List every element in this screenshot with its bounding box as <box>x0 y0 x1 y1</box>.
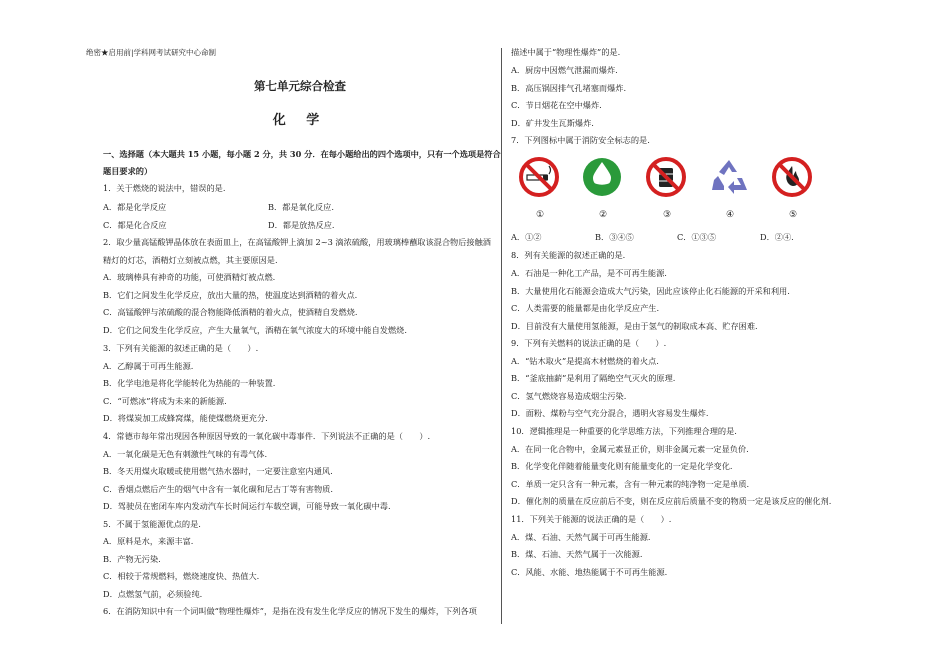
icon-label-2: ② <box>599 210 608 220</box>
icon-label-4: ④ <box>726 210 735 220</box>
q4-option-c: C．香烟点燃后产生的烟气中含有一氧化碳和尼古丁等有害物质. <box>103 484 333 494</box>
no-fire-icon <box>771 156 813 198</box>
q8-option-d: D．目前没有大量使用氢能源，是由于氢气的制取成本高、贮存困难. <box>511 321 758 331</box>
q6-option-c: C．节日烟花在空中爆炸. <box>511 100 602 110</box>
q10-option-a: A．在同一化合物中，金属元素显正价，则非金属元素一定显负价. <box>511 444 749 454</box>
icon-label-3: ③ <box>663 210 672 220</box>
q3-option-d: D．将煤炭加工成蜂窝煤，能使煤燃烧更充分. <box>103 413 268 423</box>
q10-option-c: C．单质一定只含有一种元素，含有一种元素的纯净物一定是单质. <box>511 479 750 489</box>
q6-stem-cont: 描述中属于“物理性爆炸”的是. <box>511 47 621 57</box>
q6-option-b: B．高压锅因排气孔堵塞而爆炸. <box>511 83 627 93</box>
q7-option-c: C．①③⑤ <box>677 232 717 242</box>
q1-option-c: C．都是化合反应 <box>103 220 167 230</box>
q9-option-b: B．“釜底抽薪”是利用了隔绝空气灭火的原理. <box>511 373 676 383</box>
icon-label-5: ⑤ <box>789 210 798 220</box>
q5-option-b: B．产物无污染. <box>103 554 161 564</box>
q8-option-b: B．大量使用化石能源会造成大气污染，因此应该停止化石能源的开采和利用. <box>511 286 790 296</box>
icon-label-1: ① <box>536 210 545 220</box>
q5-option-c: C．相较于常规燃料，燃烧速度快、热值大. <box>103 571 260 581</box>
q8-stem: 8．列有关能源的叙述正确的是. <box>511 250 626 260</box>
section-heading-cont: 题目要求的） <box>103 166 153 176</box>
q6-stem: 6．在消防知识中有一个词叫做“物理性爆炸”，是指在没有发生化学反应的情况下发生的爆炸，下列各项 <box>103 606 477 616</box>
q9-stem: 9．下列有关燃料的说法正确的是（ ）. <box>511 338 667 348</box>
q7-option-a: A．①② <box>511 232 542 242</box>
q2-option-c: C．高锰酸钾与浓硫酸的混合物能降低酒精的着火点，使酒精自发燃烧. <box>103 307 358 317</box>
q1-option-d: D．都是放热反应. <box>268 220 335 230</box>
q10-option-d: D．催化剂的质量在反应前后不变，则在反应前后质量不变的物质一定是该反应的催化剂. <box>511 496 832 506</box>
q2-stem-cont: 精灯的灯芯，酒精灯立刻被点燃，其主要原因是. <box>103 255 278 265</box>
recycle-icon <box>708 156 750 198</box>
q11-stem: 11．下列关于能源的说法正确的是（ ）. <box>511 514 672 524</box>
no-smoking-icon <box>518 156 560 198</box>
q3-option-b: B．化学电池是将化学能转化为热能的一种装置. <box>103 378 276 388</box>
no-fuel-drum-icon <box>645 156 687 198</box>
q4-option-a: A．一氧化碳是无色有刺激性气味的有毒气体. <box>103 449 268 459</box>
q8-option-c: C．人类需要的能量都是由化学反应产生. <box>511 303 660 313</box>
q2-stem: 2．取少量高锰酸钾晶体放在表面皿上，在高锰酸钾上滴加 2~3 滴浓硫酸，用玻璃棒蘸取该混合物后接触酒 <box>103 237 491 247</box>
q2-option-d: D．它们之间发生化学反应，产生大量氧气，酒精在氧气浓度大的环境中能自发燃烧. <box>103 325 407 335</box>
q2-option-b: B．它们之间发生化学反应，放出大量的热，使温度达到酒精的着火点. <box>103 290 358 300</box>
q7-stem: 7．下列图标中属于消防安全标志的是. <box>511 135 650 145</box>
q5-option-d: D．点燃氢气前，必须验纯. <box>103 589 203 599</box>
q2-option-a: A．玻璃棒具有神奇的功能，可使酒精灯被点燃. <box>103 272 276 282</box>
page-title: 第七单元综合检查 <box>254 79 346 93</box>
q5-stem: 5．不属于氢能源优点的是. <box>103 519 201 529</box>
q1-stem: 1．关于燃烧的说法中，错误的是. <box>103 183 226 193</box>
q8-option-a: A．石油是一种化工产品，是不可再生能源. <box>511 268 667 278</box>
q10-stem: 10．逻辑推理是一种重要的化学思维方法，下列推理合理的是. <box>511 426 737 436</box>
q1-option-b: B．都是氧化反应. <box>268 202 334 212</box>
q3-stem: 3．下列有关能源的叙述正确的是（ ）. <box>103 343 259 353</box>
q9-option-a: A．“钻木取火”是提高木材燃烧的着火点. <box>511 356 659 366</box>
q4-option-b: B．冬天用煤火取暖或使用燃气热水器时，一定要注意室内通风. <box>103 466 333 476</box>
q1-option-a: A．都是化学反应 <box>103 202 167 212</box>
subject-title: 化 学 <box>272 113 328 128</box>
q11-option-b: B．煤、石油、天然气属于一次能源. <box>511 549 643 559</box>
section-heading: 一、选择题（本大题共 15 小题，每小题 2 分，共 30 分．在每小题给出的四个选项中，只有一个选项是符合 <box>103 149 501 159</box>
q9-option-c: C．氢气燃烧容易造成烟尘污染. <box>511 391 627 401</box>
q11-option-c: C．风能、水能、地热能属于不可再生能源. <box>511 567 668 577</box>
q7-option-d: D．②④. <box>760 232 794 242</box>
q4-stem: 4．常德市每年常出现因各种原因导致的一氧化碳中毒事件．下列说法不正确的是（ ）. <box>103 431 431 441</box>
column-divider <box>501 48 502 624</box>
q5-option-a: A．原料是水，来源丰富. <box>103 536 194 546</box>
q4-option-d: D．驾驶员在密闭车库内发动汽车长时间运行车载空调，可能导致一氧化碳中毒. <box>103 501 391 511</box>
q7-option-b: B．③④⑤ <box>595 232 634 242</box>
q3-option-a: A．乙醇属于可再生能源. <box>103 361 194 371</box>
header-confidential: 绝密★启用前|学科网考试研究中心命制 <box>86 48 217 57</box>
q3-option-c: C．“可燃冰”将成为未来的新能源. <box>103 396 227 406</box>
q6-option-d: D．矿井发生瓦斯爆炸. <box>511 118 594 128</box>
water-drop-icon <box>581 156 623 198</box>
q10-option-b: B．化学变化伴随着能量变化则有能量变化的一定是化学变化. <box>511 461 733 471</box>
q9-option-d: D．面粉、煤粉与空气充分混合，遇明火容易发生爆炸. <box>511 408 709 418</box>
q11-option-a: A．煤、石油、天然气属于可再生能源. <box>511 532 651 542</box>
q6-option-a: A．厨房中因燃气泄漏而爆炸. <box>511 65 618 75</box>
